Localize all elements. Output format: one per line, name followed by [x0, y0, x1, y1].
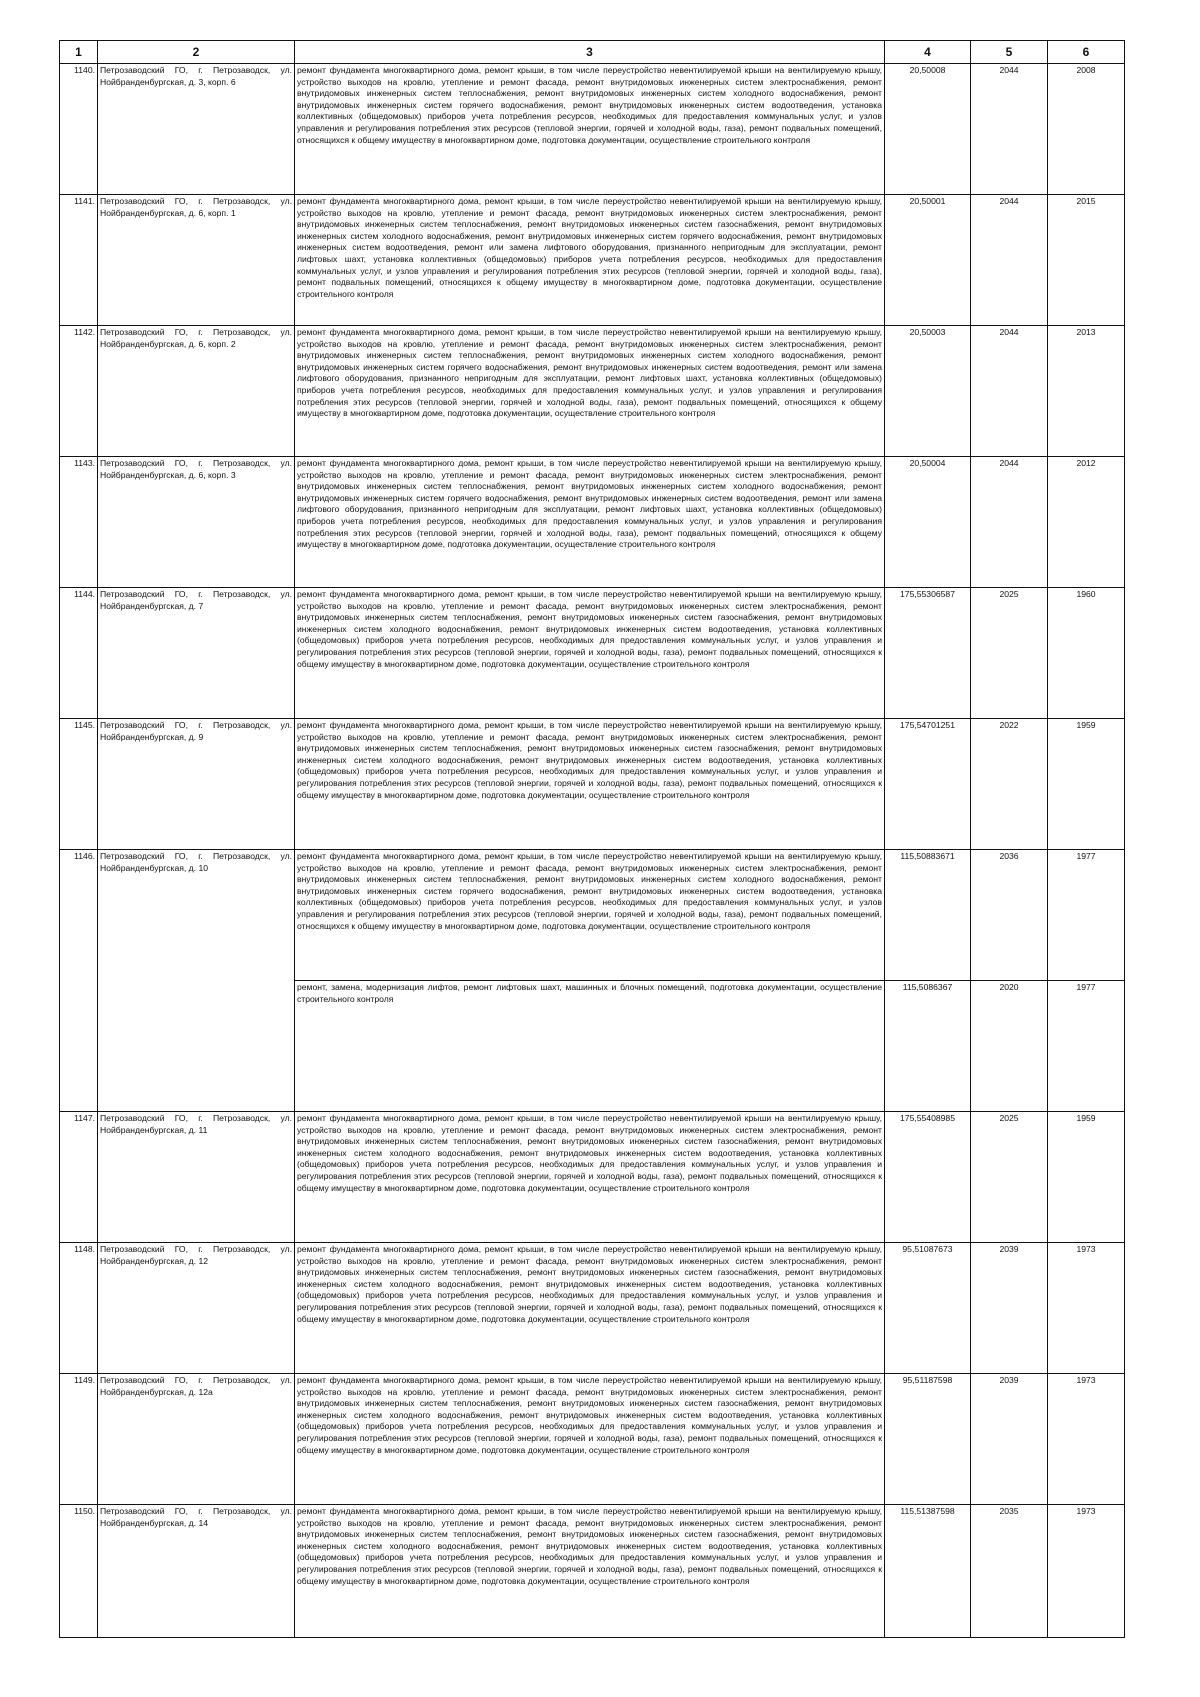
building-address: Петрозаводский ГО, г. Петрозаводск, ул. Нойбранденбургская, д. 11: [98, 1112, 295, 1243]
repair-works: ремонт, замена, модернизация лифтов, ремонт лифтовых шахт, машинных и блочных помещений, подготовка документации, осуществление строительного контроля: [295, 981, 885, 1112]
table-row: [60, 195, 1125, 326]
planned-year: 2020: [971, 981, 1048, 1112]
building-address: Петрозаводский ГО, г. Петрозаводск, ул. Нойбранденбургская, д. 12а: [98, 1374, 295, 1505]
built-year: 1960: [1048, 588, 1125, 719]
building-address: Петрозаводский ГО, г. Петрозаводск, ул. Нойбранденбургская, д. 6, корп. 2: [98, 326, 295, 457]
planned-year: 2036: [971, 850, 1048, 981]
cost-value: 115,5086367: [885, 981, 971, 1112]
planned-year: 2044: [971, 64, 1048, 195]
repair-works: ремонт фундамента многоквартирного дома, ремонт крыши, в том числе переустройство невентилируемой крыши на вентилируемую крышу, устройство выходов на кровлю, утепление и ремонт фасада, ремонт внутридомовых инженерных систем электроснабжения, ремонт внутридомовых инженерных систем теплоснабжения, ремонт внутридомовых инженерных систем холодного водоснабжения, ремонт внутридомовых инженерных систем горячего водоснабжения, ремонт внутридомовых инженерных систем водоотведения, установка коллективных (общедомовых) приборов учета потребления ресурсов, необходимых для предоставления коммунальных услуг, и узлов управления и регулирования потребления этих ресурсов (тепловой энергии, горячей и холодной воды, газа), ремонт подвальных помещений, относящихся к общему имуществу в многоквартирном доме, подготовка документации, осуществление строительного контроля: [295, 850, 885, 981]
repair-works: ремонт фундамента многоквартирного дома, ремонт крыши, в том числе переустройство невентилируемой крыши на вентилируемую крышу, устройство выходов на кровлю, утепление и ремонт фасада, ремонт внутридомовых инженерных систем электроснабжения, ремонт внутридомовых инженерных систем теплоснабжения, ремонт внутридомовых инженерных систем газоснабжения, ремонт внутридомовых инженерных систем холодного водоснабжения, ремонт внутридомовых инженерных систем горячего водоснабжения, ремонт внутридомовых инженерных систем водоотведения, ремонт или замена лифтового оборудования, признанного непригодным для эксплуатации, ремонт лифтовых шахт, установка коллективных (общедомовых) приборов учета потребления ресурсов, необходимых для предоставления коммунальных услуг, и узлов управления и регулирования потребления этих ресурсов (тепловой энергии, горячей и холодной воды, газа), ремонт подвальных помещений, относящихся к общему имуществу в многоквартирном доме, подготовка документации, осуществление строительного контроля: [295, 195, 885, 326]
table-row: [60, 719, 1125, 850]
planned-year: 2039: [971, 1243, 1048, 1374]
repair-program-table: [59, 40, 1125, 1638]
repair-works: ремонт фундамента многоквартирного дома, ремонт крыши, в том числе переустройство невентилируемой крыши на вентилируемую крышу, устройство выходов на кровлю, утепление и ремонт фасада, ремонт внутридомовых инженерных систем электроснабжения, ремонт внутридомовых инженерных систем теплоснабжения, ремонт внутридомовых инженерных систем газоснабжения, ремонт внутридомовых инженерных систем холодного водоснабжения, ремонт внутридомовых инженерных систем водоотведения, установка коллективных (общедомовых) приборов учета потребления ресурсов, необходимых для предоставления коммунальных услуг, и узлов управления и регулирования потребления этих ресурсов (тепловой энергии, горячей и холодной воды, газа), ремонт подвальных помещений, относящихся к общему имуществу в многоквартирном доме, подготовка документации, осуществление строительного контроля: [295, 588, 885, 719]
column-header-2: 2: [98, 41, 295, 64]
cost-value: 95,51087673: [885, 1243, 971, 1374]
building-address: Петрозаводский ГО, г. Петрозаводск, ул. Нойбранденбургская, д. 9: [98, 719, 295, 850]
table-row: [60, 1243, 1125, 1374]
repair-works: ремонт фундамента многоквартирного дома, ремонт крыши, в том числе переустройство невентилируемой крыши на вентилируемую крышу, устройство выходов на кровлю, утепление и ремонт фасада, ремонт внутридомовых инженерных систем электроснабжения, ремонт внутридомовых инженерных систем теплоснабжения, ремонт внутридомовых инженерных систем газоснабжения, ремонт внутридомовых инженерных систем холодного водоснабжения, ремонт внутридомовых инженерных систем водоотведения, установка коллективных (общедомовых) приборов учета потребления ресурсов, необходимых для предоставления коммунальных услуг, и узлов управления и регулирования потребления этих ресурсов (тепловой энергии, горячей и холодной воды, газа), ремонт подвальных помещений, относящихся к общему имуществу в многоквартирном доме, подготовка документации, осуществление строительного контроля: [295, 719, 885, 850]
table-row: [60, 1112, 1125, 1243]
row-number: 1142.: [60, 326, 98, 457]
planned-year: 2039: [971, 1374, 1048, 1505]
building-address: Петрозаводский ГО, г. Петрозаводск, ул. Нойбранденбургская, д. 3, корп. 6: [98, 64, 295, 195]
row-number: 1150.: [60, 1505, 98, 1638]
table-row: [60, 326, 1125, 457]
table-row: [60, 850, 1125, 981]
planned-year: 2022: [971, 719, 1048, 850]
table-row: [60, 1374, 1125, 1505]
planned-year: 2035: [971, 1505, 1048, 1638]
column-header-4: 4: [885, 41, 971, 64]
built-year: 1959: [1048, 719, 1125, 850]
table-row: [60, 64, 1125, 195]
row-number: 1145.: [60, 719, 98, 850]
built-year: 1959: [1048, 1112, 1125, 1243]
building-address: Петрозаводский ГО, г. Петрозаводск, ул. Нойбранденбургская, д. 14: [98, 1505, 295, 1638]
built-year: 2012: [1048, 457, 1125, 588]
row-number: 1148.: [60, 1243, 98, 1374]
table-row: [60, 457, 1125, 588]
built-year: 1973: [1048, 1374, 1125, 1505]
row-number: 1149.: [60, 1374, 98, 1505]
planned-year: 2025: [971, 1112, 1048, 1243]
building-address: Петрозаводский ГО, г. Петрозаводск, ул. Нойбранденбургская, д. 7: [98, 588, 295, 719]
row-number: 1141.: [60, 195, 98, 326]
cost-value: 115,50883671: [885, 850, 971, 981]
cost-value: 20,50003: [885, 326, 971, 457]
column-header-5: 5: [971, 41, 1048, 64]
building-address: Петрозаводский ГО, г. Петрозаводск, ул. Нойбранденбургская, д. 10: [98, 850, 295, 1112]
row-number: 1147.: [60, 1112, 98, 1243]
cost-value: 20,50001: [885, 195, 971, 326]
repair-works: ремонт фундамента многоквартирного дома, ремонт крыши, в том числе переустройство невентилируемой крыши на вентилируемую крышу, устройство выходов на кровлю, утепление и ремонт фасада, ремонт внутридомовых инженерных систем электроснабжения, ремонт внутридомовых инженерных систем теплоснабжения, ремонт внутридомовых инженерных систем газоснабжения, ремонт внутридомовых инженерных систем холодного водоснабжения, ремонт внутридомовых инженерных систем водоотведения, установка коллективных (общедомовых) приборов учета потребления ресурсов, необходимых для предоставления коммунальных услуг, и узлов управления и регулирования потребления этих ресурсов (тепловой энергии, горячей и холодной воды, газа), ремонт подвальных помещений, относящихся к общему имуществу в многоквартирном доме, подготовка документации, осуществление строительного контроля: [295, 1112, 885, 1243]
planned-year: 2044: [971, 457, 1048, 588]
building-address: Петрозаводский ГО, г. Петрозаводск, ул. Нойбранденбургская, д. 6, корп. 1: [98, 195, 295, 326]
repair-works: ремонт фундамента многоквартирного дома, ремонт крыши, в том числе переустройство невентилируемой крыши на вентилируемую крышу, устройство выходов на кровлю, утепление и ремонт фасада, ремонт внутридомовых инженерных систем электроснабжения, ремонт внутридомовых инженерных систем теплоснабжения, ремонт внутридомовых инженерных систем газоснабжения, ремонт внутридомовых инженерных систем холодного водоснабжения, ремонт внутридомовых инженерных систем водоотведения, установка коллективных (общедомовых) приборов учета потребления ресурсов, необходимых для предоставления коммунальных услуг, и узлов управления и регулирования потребления этих ресурсов (тепловой энергии, горячей и холодной воды, газа), ремонт подвальных помещений, относящихся к общему имуществу в многоквартирном доме, подготовка документации, осуществление строительного контроля: [295, 1505, 885, 1638]
built-year: 2015: [1048, 195, 1125, 326]
table-row: [60, 588, 1125, 719]
cost-value: 95,51187598: [885, 1374, 971, 1505]
repair-works: ремонт фундамента многоквартирного дома, ремонт крыши, в том числе переустройство невентилируемой крыши на вентилируемую крышу, устройство выходов на кровлю, утепление и ремонт фасада, ремонт внутридомовых инженерных систем электроснабжения, ремонт внутридомовых инженерных систем теплоснабжения, ремонт внутридомовых инженерных систем холодного водоснабжения, ремонт внутридомовых инженерных систем горячего водоснабжения, ремонт внутридомовых инженерных систем водоотведения, установка коллективных (общедомовых) приборов учета потребления ресурсов, необходимых для предоставления коммунальных услуг, и узлов управления и регулирования потребления этих ресурсов (тепловой энергии, горячей и холодной воды, газа), ремонт подвальных помещений, относящихся к общему имуществу в многоквартирном доме, подготовка документации, осуществление строительного контроля: [295, 64, 885, 195]
repair-works: ремонт фундамента многоквартирного дома, ремонт крыши, в том числе переустройство невентилируемой крыши на вентилируемую крышу, устройство выходов на кровлю, утепление и ремонт фасада, ремонт внутридомовых инженерных систем электроснабжения, ремонт внутридомовых инженерных систем теплоснабжения, ремонт внутридомовых инженерных систем холодного водоснабжения, ремонт внутридомовых инженерных систем горячего водоснабжения, ремонт внутридомовых инженерных систем водоотведения, ремонт или замена лифтового оборудования, признанного непригодным для эксплуатации, ремонт лифтовых шахт, установка коллективных (общедомовых) приборов учета потребления ресурсов, необходимых для предоставления коммунальных услуг, и узлов управления и регулирования потребления этих ресурсов (тепловой энергии, горячей и холодной воды, газа), ремонт подвальных помещений, относящихся к общему имуществу в многоквартирном доме, подготовка документации, осуществление строительного контроля: [295, 326, 885, 457]
row-number: 1146.: [60, 850, 98, 1112]
repair-works: ремонт фундамента многоквартирного дома, ремонт крыши, в том числе переустройство невентилируемой крыши на вентилируемую крышу, устройство выходов на кровлю, утепление и ремонт фасада, ремонт внутридомовых инженерных систем электроснабжения, ремонт внутридомовых инженерных систем теплоснабжения, ремонт внутридомовых инженерных систем холодного водоснабжения, ремонт внутридомовых инженерных систем горячего водоснабжения, ремонт внутридомовых инженерных систем водоотведения, ремонт или замена лифтового оборудования, признанного непригодным для эксплуатации, ремонт лифтовых шахт, установка коллективных (общедомовых) приборов учета потребления ресурсов, необходимых для предоставления коммунальных услуг, и узлов управления и регулирования потребления этих ресурсов (тепловой энергии, горячей и холодной воды, газа), ремонт подвальных помещений, относящихся к общему имуществу в многоквартирном доме, подготовка документации, осуществление строительного контроля: [295, 457, 885, 588]
column-header-1: 1: [60, 41, 98, 64]
row-number: 1140.: [60, 64, 98, 195]
table-row: [60, 1505, 1125, 1638]
cost-value: 115,51387598: [885, 1505, 971, 1638]
table-header-row: [60, 41, 1125, 64]
column-header-6: 6: [1048, 41, 1125, 64]
row-number: 1143.: [60, 457, 98, 588]
planned-year: 2025: [971, 588, 1048, 719]
planned-year: 2044: [971, 195, 1048, 326]
repair-works: ремонт фундамента многоквартирного дома, ремонт крыши, в том числе переустройство невентилируемой крыши на вентилируемую крышу, устройство выходов на кровлю, утепление и ремонт фасада, ремонт внутридомовых инженерных систем электроснабжения, ремонт внутридомовых инженерных систем теплоснабжения, ремонт внутридомовых инженерных систем газоснабжения, ремонт внутридомовых инженерных систем холодного водоснабжения, ремонт внутридомовых инженерных систем водоотведения, установка коллективных (общедомовых) приборов учета потребления ресурсов, необходимых для предоставления коммунальных услуг, и узлов управления и регулирования потребления этих ресурсов (тепловой энергии, горячей и холодной воды, газа), ремонт подвальных помещений, относящихся к общему имуществу в многоквартирном доме, подготовка документации, осуществление строительного контроля: [295, 1243, 885, 1374]
built-year: 1973: [1048, 1505, 1125, 1638]
cost-value: 175,55306587: [885, 588, 971, 719]
built-year: 1977: [1048, 850, 1125, 981]
built-year: 2008: [1048, 64, 1125, 195]
repair-works: ремонт фундамента многоквартирного дома, ремонт крыши, в том числе переустройство невентилируемой крыши на вентилируемую крышу, устройство выходов на кровлю, утепление и ремонт фасада, ремонт внутридомовых инженерных систем электроснабжения, ремонт внутридомовых инженерных систем теплоснабжения, ремонт внутридомовых инженерных систем газоснабжения, ремонт внутридомовых инженерных систем холодного водоснабжения, ремонт внутридомовых инженерных систем водоотведения, установка коллективных (общедомовых) приборов учета потребления ресурсов, необходимых для предоставления коммунальных услуг, и узлов управления и регулирования потребления этих ресурсов (тепловой энергии, горячей и холодной воды, газа), ремонт подвальных помещений, относящихся к общему имуществу в многоквартирном доме, подготовка документации, осуществление строительного контроля: [295, 1374, 885, 1505]
building-address: Петрозаводский ГО, г. Петрозаводск, ул. Нойбранденбургская, д. 6, корп. 3: [98, 457, 295, 588]
planned-year: 2044: [971, 326, 1048, 457]
built-year: 1973: [1048, 1243, 1125, 1374]
cost-value: 20,50004: [885, 457, 971, 588]
cost-value: 175,54701251: [885, 719, 971, 850]
cost-value: 175,55408985: [885, 1112, 971, 1243]
building-address: Петрозаводский ГО, г. Петрозаводск, ул. Нойбранденбургская, д. 12: [98, 1243, 295, 1374]
document-page: [59, 40, 1097, 1638]
built-year: 2013: [1048, 326, 1125, 457]
row-number: 1144.: [60, 588, 98, 719]
built-year: 1977: [1048, 981, 1125, 1112]
cost-value: 20,50008: [885, 64, 971, 195]
column-header-3: 3: [295, 41, 885, 64]
